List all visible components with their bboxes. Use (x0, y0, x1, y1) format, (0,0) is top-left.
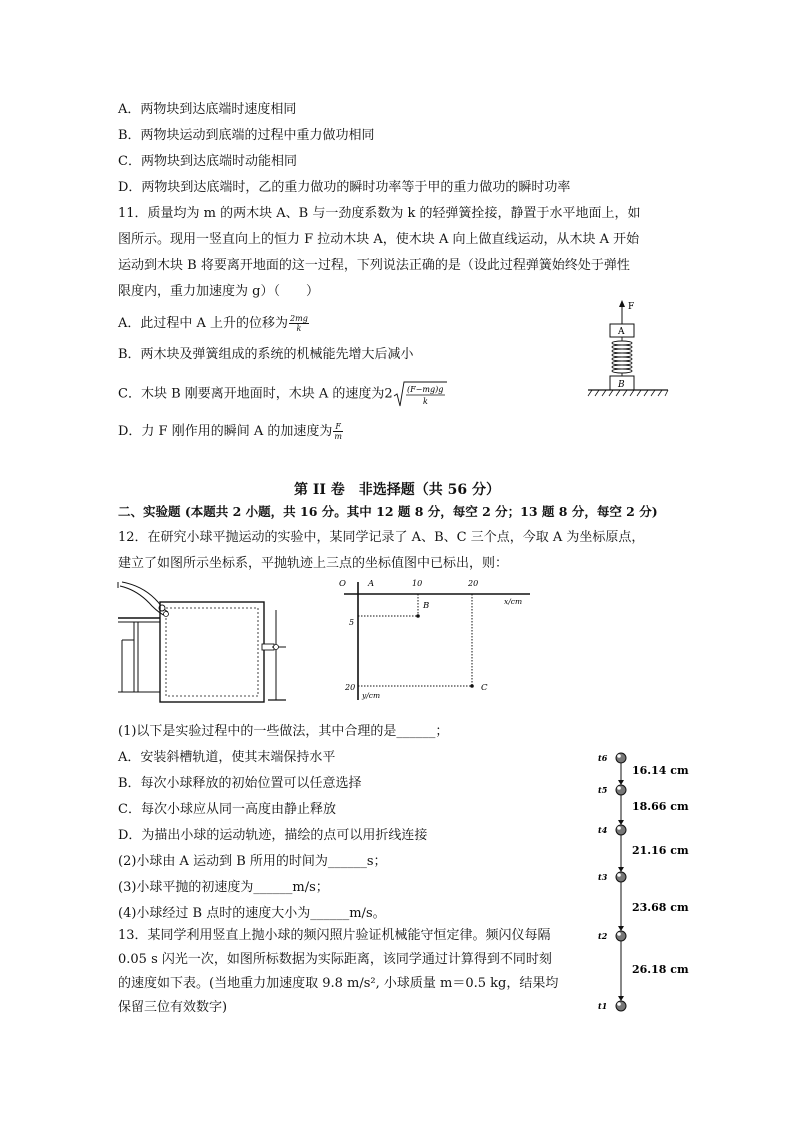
paper-sheet (166, 608, 258, 696)
q11-stem-line-3: 运动到木块 B 将要离开地面的这一过程，下列说法正确的是（设此过程弹簧始终处于弹性 (118, 258, 630, 273)
q11-stem-line-2: 图所示。现用一竖直向上的恒力 F 拉动木块 A，使木块 A 向上做直线运动，从木块 A 开始 (118, 232, 640, 247)
q11-option-c-denominator: k (422, 397, 428, 406)
q12-sub2: (2)小球由 A 运动到 B 所用的时间为______s； (118, 854, 387, 869)
q13-stem-line-3: 的速度如下表。(当地重力加速度取 9.8 m/s², 小球质量 m＝0.5 kg，结果均 (118, 976, 559, 991)
point-b-label: B (423, 601, 430, 611)
y-tick-5-label: 5 (349, 618, 355, 627)
curved-track-outer (120, 586, 166, 616)
q11-option-a-text: A．此过程中 A 上升的位移为 (118, 316, 289, 331)
q11-option-c (118, 380, 447, 408)
y-tick-20-label: 20 (345, 683, 356, 692)
sqrt-sign-icon (393, 380, 447, 408)
strobe-label-t3: t3 (598, 872, 608, 882)
section-subtitle: 二、实验题 (本题共 2 小题，共 16 分。其中 12 题 8 分，每空 2 分；13 题 8 分，每空 2 分) (118, 504, 658, 519)
q11-option-c-numerator: (F−mg)g (406, 385, 444, 394)
q11-stem-line-4: 限度内，重力加速度为 g）（ ） (118, 284, 319, 299)
strobe-ball-t5 (616, 785, 626, 795)
strobe-distance-4: 23.68 cm (632, 901, 689, 914)
q12-stem-line-2: 建立了如图所示坐标系，平抛轨迹上三点的坐标值图中已标出，则： (118, 556, 509, 571)
point-c (470, 684, 474, 688)
q12-option-c: C．每次小球应从同一高度由静止释放 (118, 802, 336, 817)
q12-sub4: (4)小球经过 B 点时的速度大小为______m/s。 (118, 906, 386, 921)
x-axis-label: x/cm (504, 597, 523, 606)
q10-option-c: C．两物块到达底端时动能相同 (118, 154, 297, 169)
origin-label: O (339, 579, 346, 589)
q11-option-c-coef: 2 (384, 386, 393, 402)
ground-hatch-icon (588, 390, 668, 396)
strobe-photo-figure (596, 744, 708, 1020)
point-c-label: C (481, 683, 488, 693)
strobe-distance-1: 16.14 cm (632, 764, 689, 777)
strobe-ball-t1 (616, 1001, 626, 1011)
strobe-label-t1: t1 (598, 1001, 608, 1011)
force-label: F (628, 302, 635, 312)
q10-option-d: D．两物块到达底端时，乙的重力做功的瞬时功率等于甲的重力做功的瞬时功率 (118, 180, 571, 195)
coordinate-board (160, 602, 264, 702)
q10-option-a: A．两物块到达底端时速度相同 (118, 102, 297, 117)
q11-option-d (118, 422, 344, 442)
strobe-ball-t6 (616, 753, 626, 763)
apparatus-figure (116, 580, 292, 704)
q12-sub3: (3)小球平抛的初速度为______m/s； (118, 880, 329, 895)
spring-icon (612, 337, 632, 376)
q11-option-c-sqrt (393, 380, 447, 408)
q13-stem-line-2: 0.05 s 闪光一次，如图所标数据为实际距离，该同学通过计算得到不同时刻 (118, 952, 552, 967)
q11-option-d-fraction (333, 422, 343, 441)
q11-option-d-numerator: F (333, 422, 343, 432)
block-a-label: A (618, 327, 625, 337)
strobe-label-t6: t6 (598, 753, 608, 763)
section-title: 第 II 卷 非选择题（共 56 分） (293, 482, 501, 498)
q11-option-c-text: C．木块 B 刚要离开地面时，木块 A 的速度为 (118, 386, 385, 402)
point-a-label: A (368, 579, 375, 589)
q12-sub1: (1)以下是实验过程中的一些做法，其中合理的是______； (118, 724, 449, 739)
block-b-label: B (618, 380, 625, 390)
q11-option-a (118, 314, 310, 334)
strobe-label-t2: t2 (598, 931, 608, 941)
x-tick-10-label: 10 (412, 579, 423, 588)
strobe-distance-5: 26.18 cm (632, 963, 689, 976)
q13-stem-line-1: 13．某同学利用竖直上抛小球的频闪照片验证机械能守恒定律。频闪仪每隔 (118, 928, 551, 943)
strobe-distance-3: 21.16 cm (632, 844, 689, 857)
q12-option-a: A．安装斜槽轨道，使其末端保持水平 (118, 750, 336, 765)
q11-option-b: B．两木块及弹簧组成的系统的机械能先增大后减小 (118, 347, 414, 362)
trajectory-graph (336, 576, 532, 702)
q11-stem-line-1: 11．质量均为 m 的两木块 A、B 与一劲度系数为 k 的轻弹簧拴接，静置于水平地面上，如 (118, 206, 641, 221)
q12-option-d: D．为描出小球的运动轨迹，描绘的点可以用折线连接 (118, 828, 428, 843)
q11-option-d-denominator: m (334, 432, 342, 441)
q12-stem-line-1: 12．在研究小球平抛运动的实验中，某同学记录了 A、B、C 三个点，今取 A 为坐标原点， (118, 530, 645, 545)
point-b (416, 614, 420, 618)
strobe-ball-t4 (616, 825, 626, 835)
q11-option-a-denominator: k (296, 324, 302, 333)
strobe-label-t5: t5 (598, 785, 608, 795)
q11-option-a-fraction (289, 314, 309, 333)
strobe-ball-t2 (616, 931, 626, 941)
q11-option-d-text: D．力 F 刚作用的瞬间 A 的加速度为 (118, 424, 333, 439)
q12-option-b: B．每次小球释放的初始位置可以任意选择 (118, 776, 362, 791)
q10-option-b: B．两物块运动到底端的过程中重力做功相同 (118, 128, 375, 143)
strobe-distance-2: 18.66 cm (632, 800, 689, 813)
force-arrow-head-icon (619, 300, 625, 307)
strobe-ball-t3 (616, 872, 626, 882)
q11-option-a-numerator: 2mg (290, 314, 308, 323)
q13-stem-line-4: 保留三位有效数字) (118, 1000, 228, 1015)
x-tick-20-label: 20 (468, 579, 479, 588)
spring-blocks-figure (586, 298, 670, 398)
strobe-label-t4: t4 (598, 825, 608, 835)
y-axis-label: y/cm (362, 691, 381, 700)
